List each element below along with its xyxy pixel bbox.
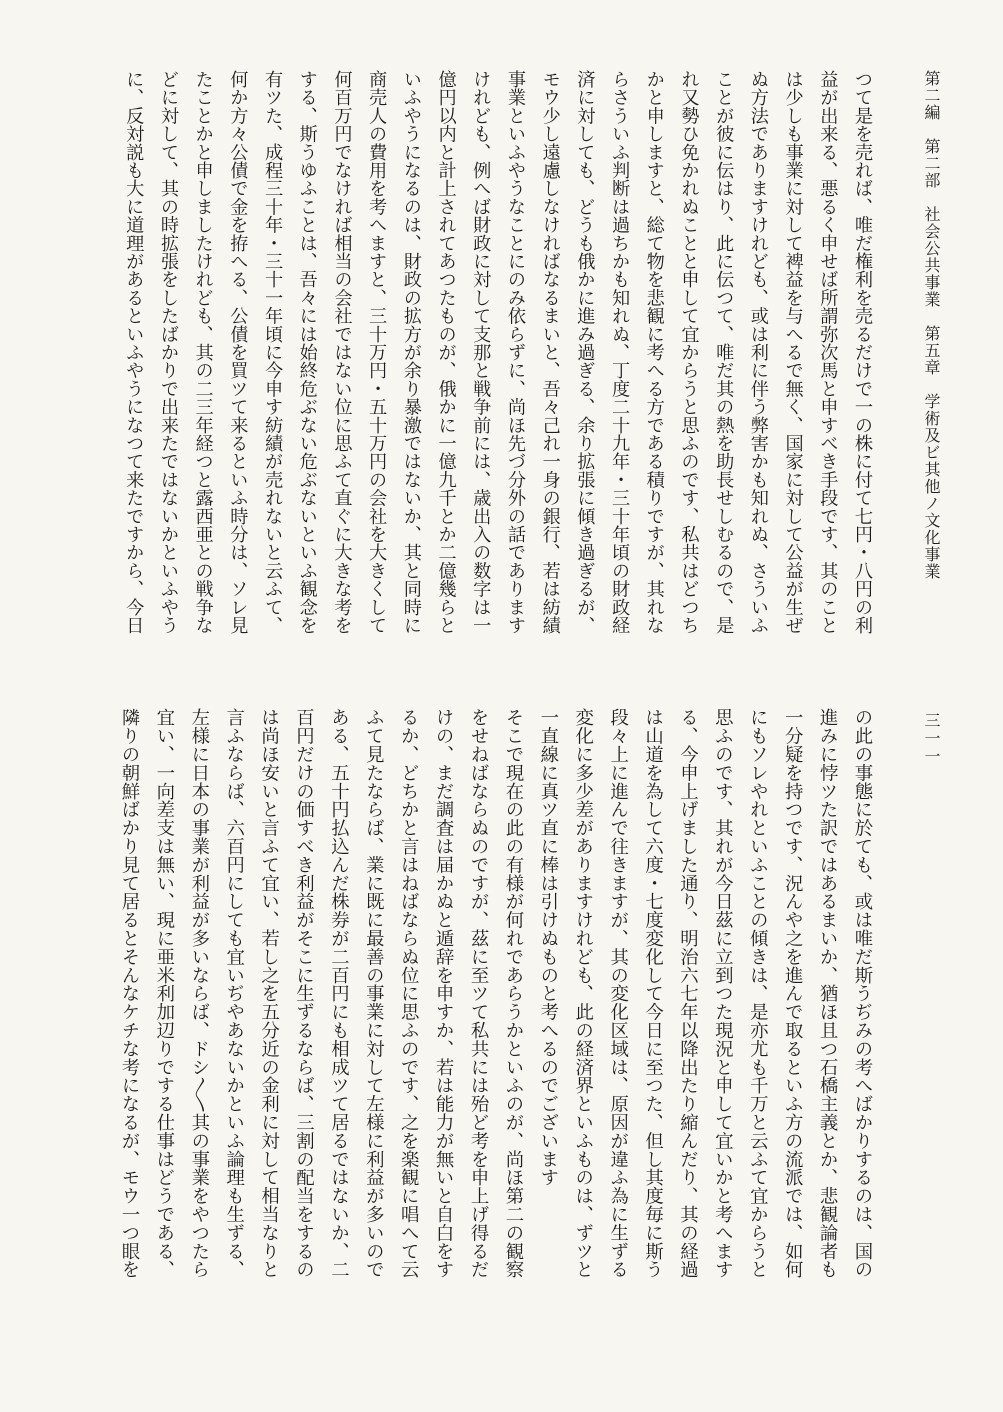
text-column: ある、五十円払込んだ株券が二百円にも相成ツて居るではないか、二 xyxy=(328,708,350,1279)
text-column: つて是を売れば、唯だ権利を売るだけで一の株に付て七円・八円の利 xyxy=(852,70,873,635)
lower-text-block xyxy=(106,708,871,1344)
text-column: 段々上に進んで往きますが、其の変化区域は、原因が違ふ為に生ずる xyxy=(607,708,629,1279)
text-column: は尚ほ安いと言ふて宜い、若し之を五分近の金利に対して相当なりと xyxy=(258,708,280,1279)
text-column: の此の事態に於ても、或は唯だ斯うぢみの考へばかりするのは、国の xyxy=(852,708,873,1279)
text-column: らさういふ判断は過ちかも知れぬ、丁度二十九年・三十年頃の財政経 xyxy=(609,70,631,635)
text-column: にもソレやれといふことの傾きは、是亦尤も千万と云ふて宜からうと xyxy=(747,708,769,1279)
text-column: 億円以内と計上されてあつたものが、俄かに一億九千とか二億幾らと xyxy=(435,70,457,635)
text-column: 何か方々公債で金を拵へる、公債を買ツて来るといふ時分は、ソレ見 xyxy=(227,70,249,635)
text-column: ことが彼に伝はり、此に伝つて、唯だ其の熱を助長せしむるので、是 xyxy=(713,70,735,635)
text-column: かと申しますと、総て物を悲観に考へる方である積りですが、其れな xyxy=(643,70,665,635)
text-column: けれども、例へば財政に対して支那と戦争前には、歳出入の数字は一 xyxy=(470,70,492,635)
text-column: 一分疑を持つです、況んや之を進んで取るといふ方の流派では、如何 xyxy=(782,708,804,1279)
text-column: 済に対しても、どうも俄かに進み過ぎる、余り拡張に傾き過ぎるが、 xyxy=(574,70,596,635)
text-column: 言ふならば、六百円にしても宜いぢやあないかといふ論理も生ずる、 xyxy=(223,708,245,1279)
text-column: 益が出来る、悪るく申せば所謂弥次馬と申すべき手段です、其のこと xyxy=(817,70,839,635)
text-column: 進みに悖ツた訳ではあるまいか、猶ほ且つ石橋主義とか、悲観論者も xyxy=(817,708,839,1279)
text-column: そこで現在の此の有様が何れであらうかといふのが、尚ほ第二の観察 xyxy=(502,708,524,1279)
text-column: ぬ方法でありますけれども、或は利に伴う弊害かも知れぬ、さういふ xyxy=(747,70,769,635)
text-column: に、反対説も大に道理があるといふやうになつて来たですから、今日 xyxy=(123,70,145,635)
text-column: る、今申上げました通り、明治六七年以降出たり縮んだり、其の経過 xyxy=(677,708,699,1279)
text-column: るか、どちかと言はねばならぬ位に思ふのです、之を楽観に唱へて云 xyxy=(398,708,420,1279)
text-column: ふて見たならば、業に既に最善の事業に対して左様に利益が多いので xyxy=(363,708,385,1279)
text-column: 百円だけの価すべき利益がそこに生ずるならば、三割の配当をするの xyxy=(293,708,315,1279)
text-column: 左様に日本の事業が利益が多いならば、ドシ〳〵其の事業をやつたら xyxy=(188,708,210,1279)
text-column: モウ少し遠慮しなければなるまいと、吾々己れ一身の銀行、若は紡績 xyxy=(539,70,561,635)
text-column: 隣りの朝鮮ばかり見て居るとそんなケチな考になるが、モウ一つ眼を xyxy=(118,708,140,1279)
text-column: 商売人の費用を考へますと、三十万円・五十万円の会社を大きくして xyxy=(366,70,388,635)
text-column: は少しも事業に対して裨益を与へるで無く、国家に対して公益が生ぜ xyxy=(782,70,804,635)
text-column: 一直線に真ツ直に棒は引けぬものと考へるのでございます xyxy=(537,708,559,1187)
text-column: いふやうになるのは、財政の拡方が余り暴激ではないか、其と同時に xyxy=(400,70,422,635)
text-column: 変化に多少差がありますけれども、此の経済界といふものは、ずツと xyxy=(572,708,594,1279)
text-column: れ又勢ひ免かれぬことと申して宜からうと思ふのです、私共はどつち xyxy=(678,70,700,635)
upper-text-block xyxy=(106,70,871,668)
running-head: 第二編 第二部 社会公共事業 第五章 学術及ビ其他ノ文化事業 xyxy=(922,70,941,580)
text-column: どに対して、其の時拡張をしたばかりで出来たではないかといふやう xyxy=(157,70,179,635)
text-column: をせねばならぬのですが、茲に至ツて私共には殆ど考を申上げ得るだ xyxy=(468,708,490,1279)
text-column: 有ツた、成程三十年・三十一年頃に今申す紡績が売れないと云ふて、 xyxy=(262,70,284,635)
text-column: たことかと申しましたけれども、其の二三年経つと露西亜との戦争な xyxy=(192,70,214,635)
page-number: 三一一 xyxy=(922,712,941,766)
text-column: 事業といふやうなことにのみ依らずに、尚ほ先づ分外の話であります xyxy=(504,70,526,635)
text-column: 何百万円でなければ相当の会社ではない位に思ふて直ぐに大きな考を xyxy=(331,70,353,635)
text-column: けの、まだ調査は届かぬと遁辞を申すか、若は能力が無いと自白をす xyxy=(433,708,455,1279)
text-column: は山道を為して六度・七度変化して今日に至つた、但し其度毎に斯う xyxy=(642,708,664,1279)
text-column: 思ふのです、其れが今日茲に立到つた現況と申して宜いかと考へます xyxy=(712,708,734,1279)
text-column: する、斯うゆふことは、吾々には始終危ぶない危ぶないといふ観念を xyxy=(296,70,318,635)
text-column: 宜い、一向差支は無い、現に亜米利加辺りでする仕事はどうである、 xyxy=(153,708,175,1279)
